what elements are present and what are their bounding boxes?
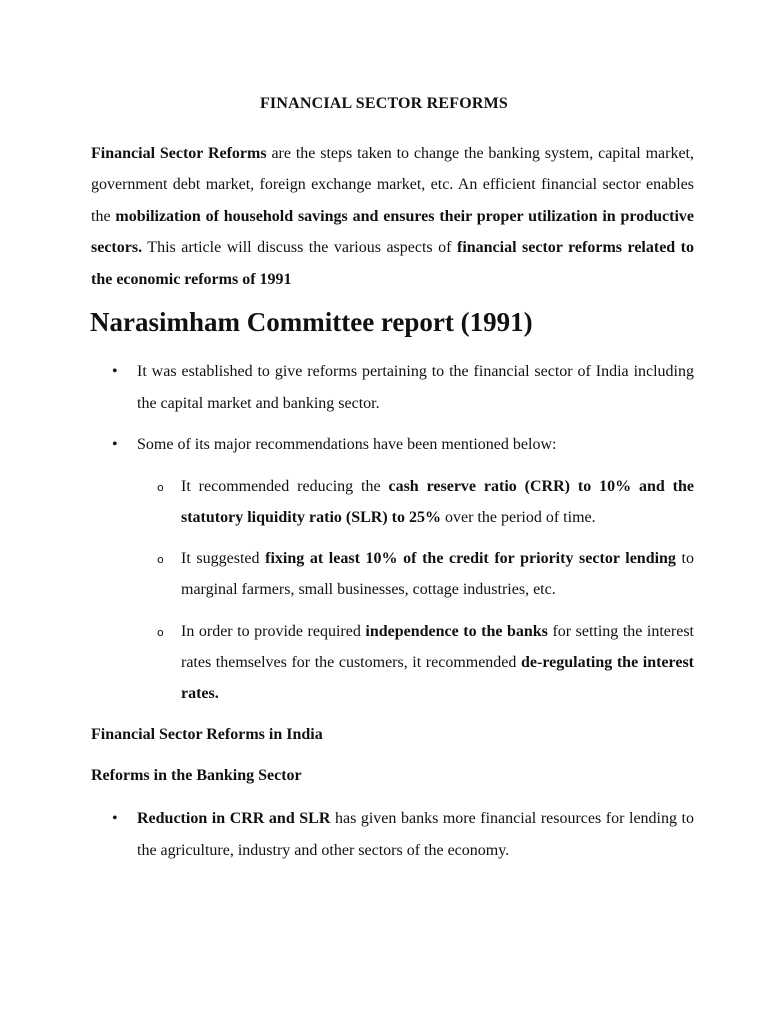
intro-bold-3: financial sector reforms related to the economic reforms of 1991 bbox=[91, 239, 695, 288]
bullet-icon: • bbox=[112, 810, 118, 827]
intro-paragraph bbox=[91, 138, 694, 295]
sub-text: It recommended reducing the bbox=[181, 478, 389, 495]
intro-text-1: are the steps taken to change the banking system, capital market, government debt market, foreign exchange market, etc. An efficient financial sector enables the bbox=[91, 145, 695, 225]
intro-bold-2: mobilization of household savings and ensures their proper utilization in productive sectors. bbox=[91, 207, 694, 257]
section-heading-reforms-india: Financial Sector Reforms in India bbox=[91, 726, 323, 743]
sub-bold: fixing at least 10% of the credit for priority sector lending bbox=[265, 550, 676, 567]
section-heading-banking: Reforms in the Banking Sector bbox=[91, 767, 302, 784]
sub-bold: de-regulating the interest rates. bbox=[181, 654, 695, 702]
committee-heading: Narasimham Committee report (1991) bbox=[90, 307, 533, 337]
sub-text: It suggested bbox=[181, 550, 266, 567]
bullet-text: It was established to give reforms pertaining to the financial sector of India including the capital market and banking sector. bbox=[137, 363, 694, 412]
bullet-text: has given banks more financial resources for lending to the agriculture, industry and other sectors of the economy. bbox=[137, 810, 695, 859]
intro-bold-1: Financial Sector Reforms bbox=[91, 145, 267, 162]
sub-bullet-icon: o bbox=[157, 626, 164, 639]
sub-bold: cash reserve ratio (CRR) to 10% and the statutory liquidity ratio (SLR) to 25% bbox=[181, 478, 694, 526]
bullet-icon: • bbox=[112, 436, 118, 453]
bullet-icon: • bbox=[112, 363, 118, 380]
sub-bullet-item bbox=[157, 543, 695, 605]
sub-text: over the period of time. bbox=[441, 509, 596, 526]
sub-bullet-icon: o bbox=[157, 481, 164, 494]
bullet-item bbox=[112, 803, 695, 867]
bullet-item bbox=[112, 429, 694, 461]
bullet-text: Some of its major recommendations have been mentioned below: bbox=[137, 436, 557, 453]
sub-text: to marginal farmers, small businesses, cottage industries, etc. bbox=[181, 550, 695, 598]
sub-bullet-item bbox=[157, 616, 695, 709]
sub-bullet-icon: o bbox=[157, 553, 164, 566]
sub-bold: independence to the banks bbox=[365, 623, 548, 640]
sub-text: for setting the interest rates themselves for the customers, it recommended bbox=[181, 623, 694, 671]
bullet-bold: Reduction in CRR and SLR bbox=[137, 810, 331, 827]
intro-text-2: This article will discuss the various aspects of bbox=[142, 239, 457, 257]
document-title: FINANCIAL SECTOR REFORMS bbox=[259, 95, 509, 112]
bullet-item bbox=[112, 356, 694, 420]
sub-text: In order to provide required bbox=[181, 623, 366, 640]
sub-bullet-item bbox=[157, 471, 694, 533]
